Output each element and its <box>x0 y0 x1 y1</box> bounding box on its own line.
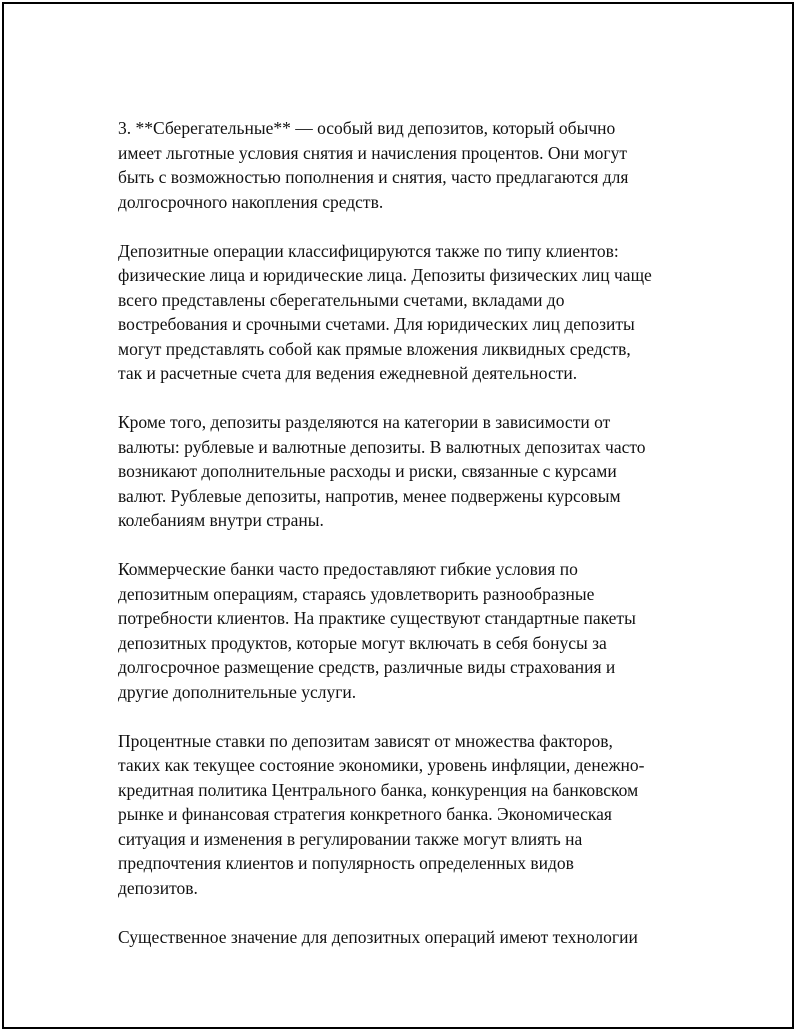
text-line: возникают дополнительные расходы и риски, связанные с курсами <box>118 461 617 481</box>
text-line: депозитных продуктов, которые могут включать в себя бонусы за <box>118 632 607 653</box>
text-line: таких как текущее состояние экономики, уровень инфляции, денежно- <box>118 755 645 775</box>
text-line: 3. **Сберегательные** — особый вид депозитов, который обычно <box>118 118 616 138</box>
text-line: физические лица и юридические лица. Депозиты физических лиц чаще <box>118 265 652 285</box>
paragraph-client-types <box>118 239 708 386</box>
text-line: Кроме того, депозиты разделяются на категории в зависимости от <box>118 412 611 432</box>
text-line: депозитным операциям, стараясь удовлетворить разнообразные <box>118 583 595 604</box>
text-line: Существенное значение для депозитных операций имеют технологии <box>118 926 638 947</box>
paragraph-currency-categories <box>118 410 708 533</box>
text-line: всего представлены сберегательными счетами, вкладами до <box>118 289 565 310</box>
text-line: имеет льготные условия снятия и начисления процентов. Они могут <box>118 142 628 163</box>
text-line: так и расчетные счета для ведения ежедневной деятельности. <box>118 363 578 383</box>
text-line: Депозитные операции классифицируются также по типу клиентов: <box>118 240 619 261</box>
paragraph-savings-deposits <box>118 116 708 214</box>
text-line: востребования и срочными счетами. Для юридических лиц депозиты <box>118 314 635 334</box>
text-line: Процентные ставки по депозитам зависят от множества факторов, <box>118 730 613 751</box>
text-line: могут представлять собой как прямые вложения ликвидных средств, <box>118 338 631 359</box>
text-line: другие дополнительные услуги. <box>118 681 357 702</box>
document-body <box>118 116 708 974</box>
text-line: валют. Рублевые депозиты, напротив, менее подвержены курсовым <box>118 485 621 506</box>
text-line: Коммерческие банки часто предоставляют гибкие условия по <box>118 559 578 579</box>
text-line: долгосрочное размещение средств, различные виды страхования и <box>118 657 616 677</box>
text-line: долгосрочного накопления средств. <box>118 191 384 212</box>
text-line: быть с возможностью пополнения и снятия, часто предлагаются для <box>118 167 629 187</box>
text-line: депозитов. <box>118 877 198 898</box>
text-line: колебаниям внутри страны. <box>118 510 324 530</box>
text-line: потребности клиентов. На практике существуют стандартные пакеты <box>118 608 636 628</box>
text-line: ситуация и изменения в регулировании также могут влиять на <box>118 828 583 849</box>
text-line: предпочтения клиентов и популярность определенных видов <box>118 853 574 873</box>
text-line: кредитная политика Центрального банка, конкуренция на банковском <box>118 779 639 800</box>
paragraph-interest-rates <box>118 729 708 901</box>
paragraph-commercial-banks <box>118 557 708 704</box>
text-line: рынке и финансовая стратегия конкретного банка. Экономическая <box>118 804 612 824</box>
text-line: валюты: рублевые и валютные депозиты. В валютных депозитах часто <box>118 436 646 457</box>
paragraph-technologies <box>118 925 708 950</box>
